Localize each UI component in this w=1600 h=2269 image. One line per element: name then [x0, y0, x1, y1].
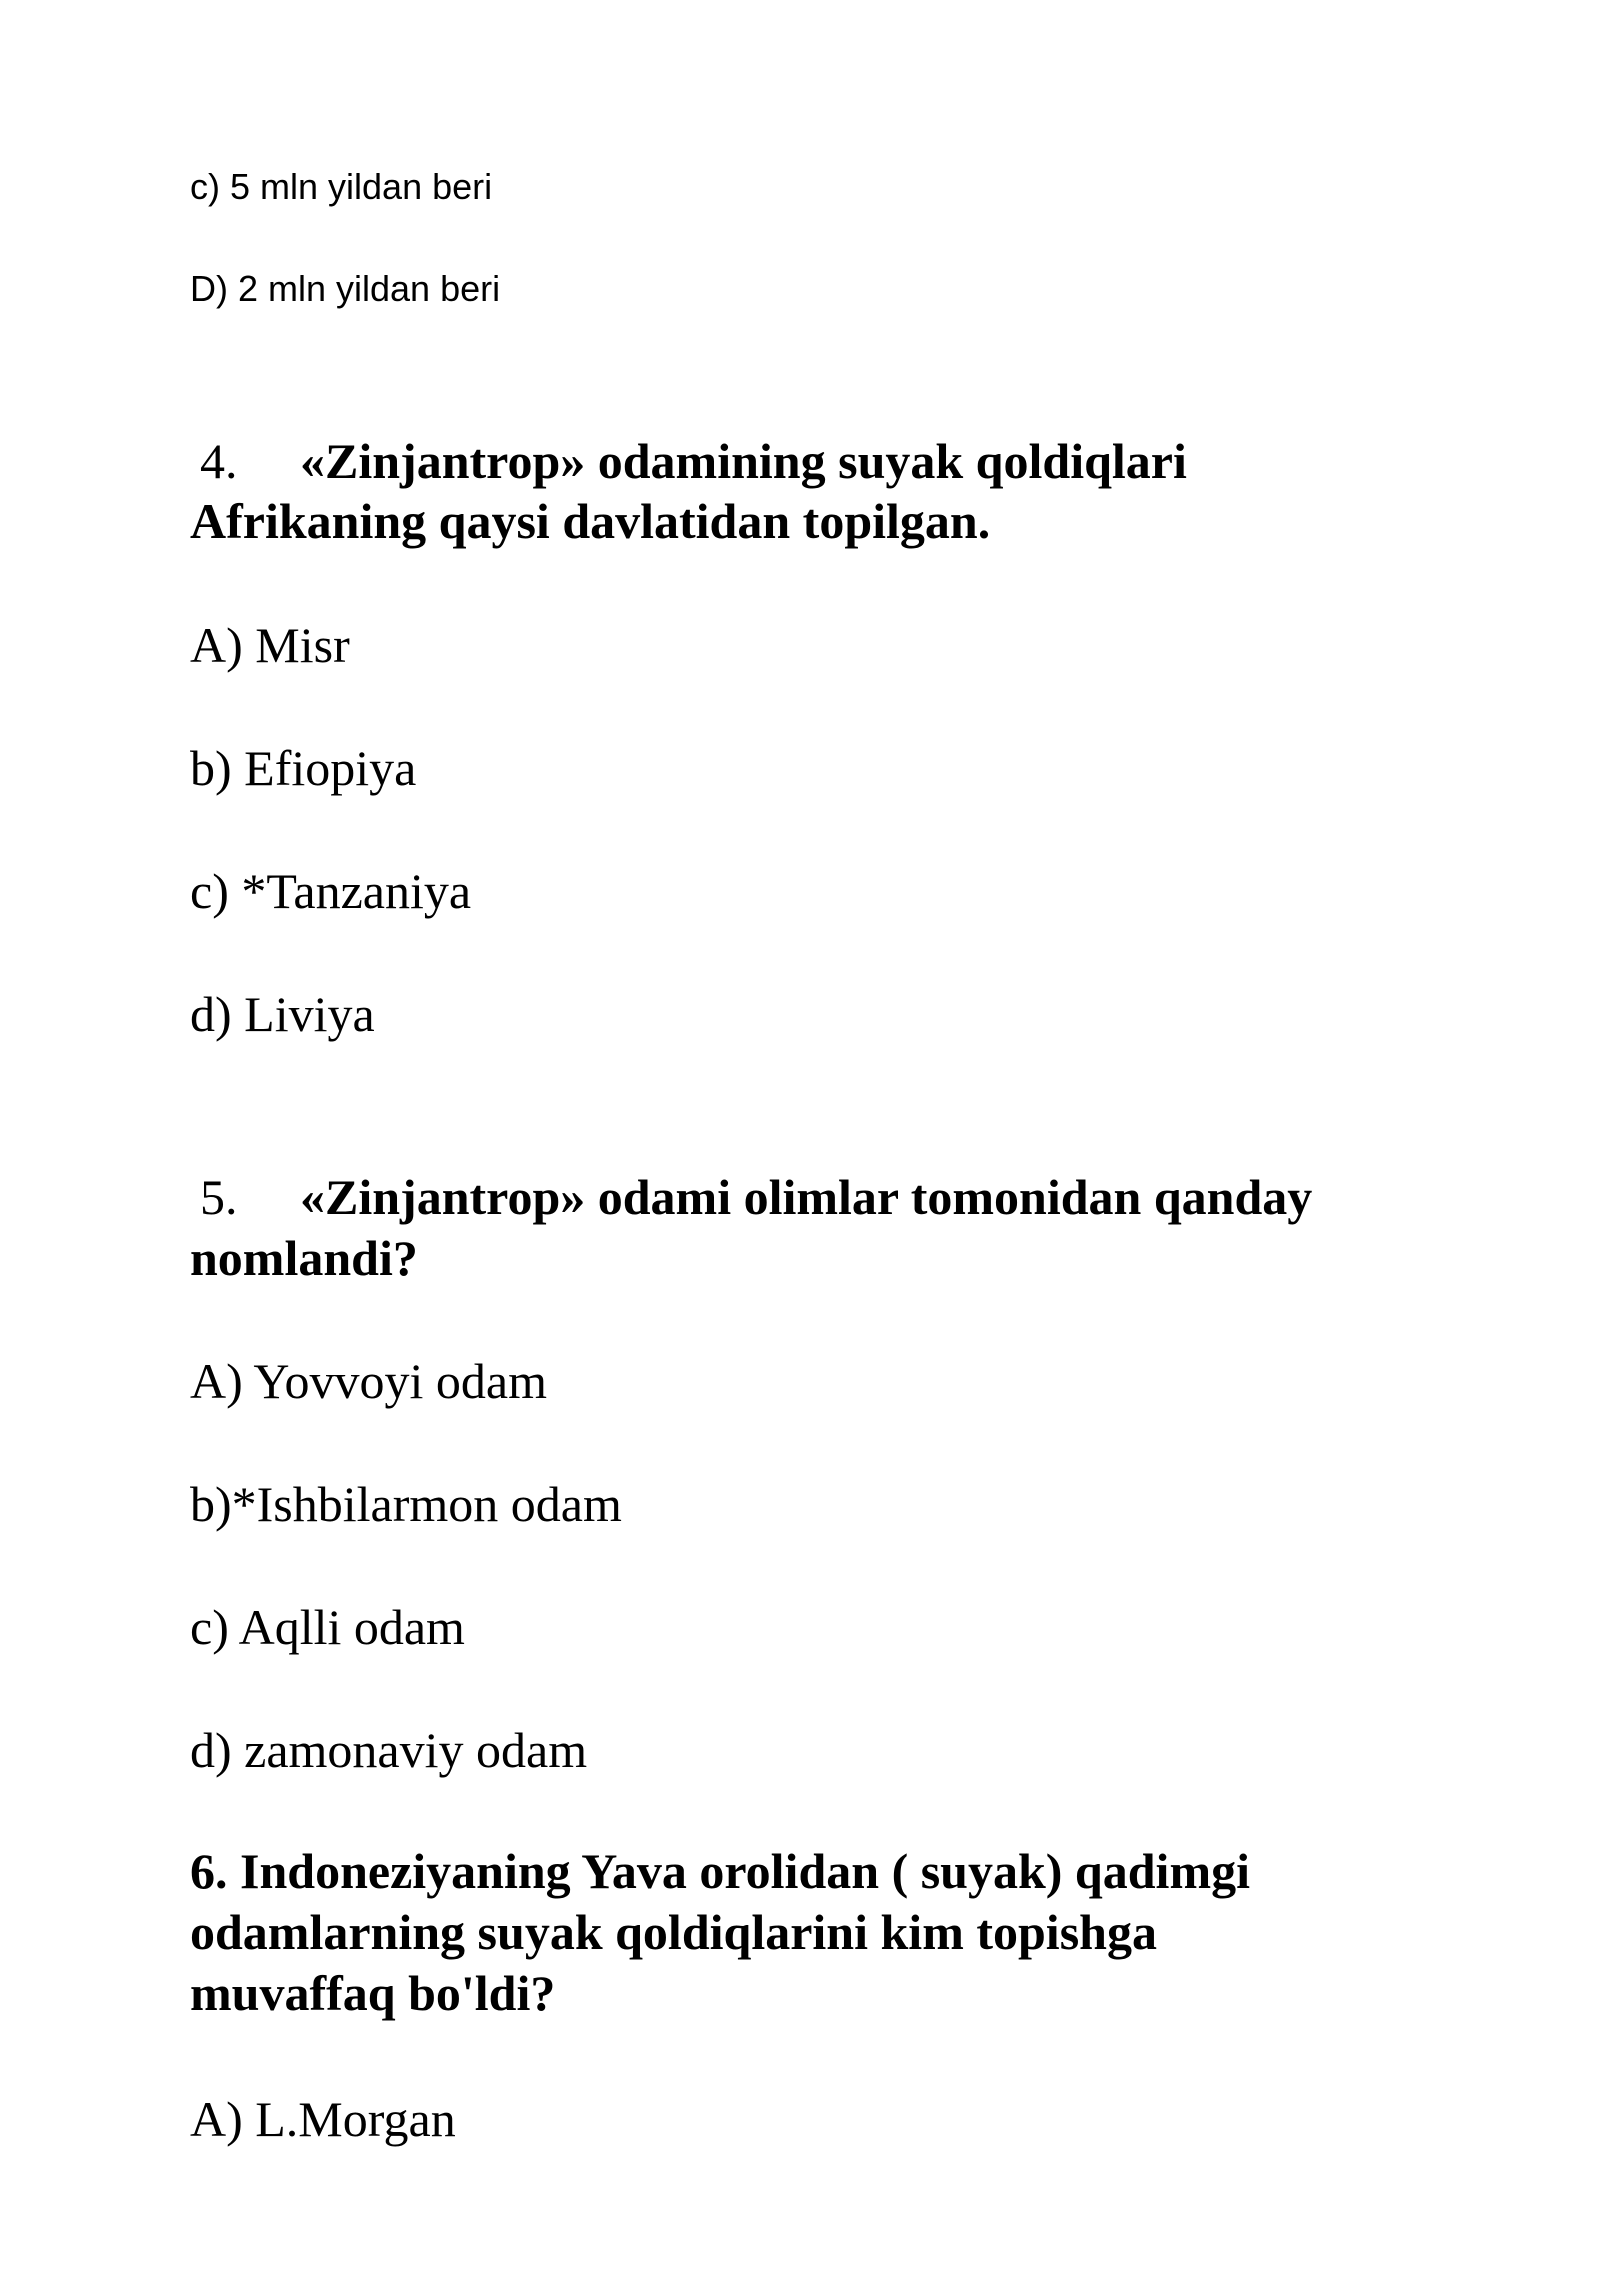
answer-option: d) zamonaviy odam: [190, 1722, 588, 1778]
question-5-line-2: nomlandi?: [190, 1230, 418, 1286]
question-6-line-1: 6. Indoneziyaning Yava orolidan ( suyak) qadimgi: [190, 1843, 1250, 1899]
answer-option: b) Efiopiya: [190, 740, 417, 796]
question-number: 4.: [200, 433, 238, 489]
question-6-line-2: odamlarning suyak qoldiqlarini kim topishga: [190, 1904, 1157, 1960]
question-6-line-3: muvaffaq bo'ldi?: [190, 1965, 556, 2021]
answer-option: b)*Ishbilarmon odam: [190, 1476, 622, 1532]
question-5-line-1: [190, 1168, 1312, 1226]
question-4-line-1: [190, 432, 1187, 490]
answer-option: A) Misr: [190, 617, 350, 673]
question-text: «Zinjantrop» odamining suyak qoldiqlari: [300, 433, 1187, 489]
question-4-line-2: Afrikaning qaysi davlatidan topilgan.: [190, 493, 991, 549]
answer-option: A) Yovvoyi odam: [190, 1353, 547, 1409]
answer-option: D) 2 mln yildan beri: [190, 268, 501, 309]
question-number: 5.: [200, 1169, 238, 1225]
answer-option: c) Aqlli odam: [190, 1599, 465, 1655]
answer-option: A) L.Morgan: [190, 2091, 456, 2147]
answer-option: c) 5 mln yildan beri: [190, 166, 493, 207]
answer-option: d) Liviya: [190, 986, 375, 1042]
question-text: «Zinjantrop» odami olimlar tomonidan qanday: [300, 1169, 1313, 1225]
answer-option: c) *Tanzaniya: [190, 863, 472, 919]
